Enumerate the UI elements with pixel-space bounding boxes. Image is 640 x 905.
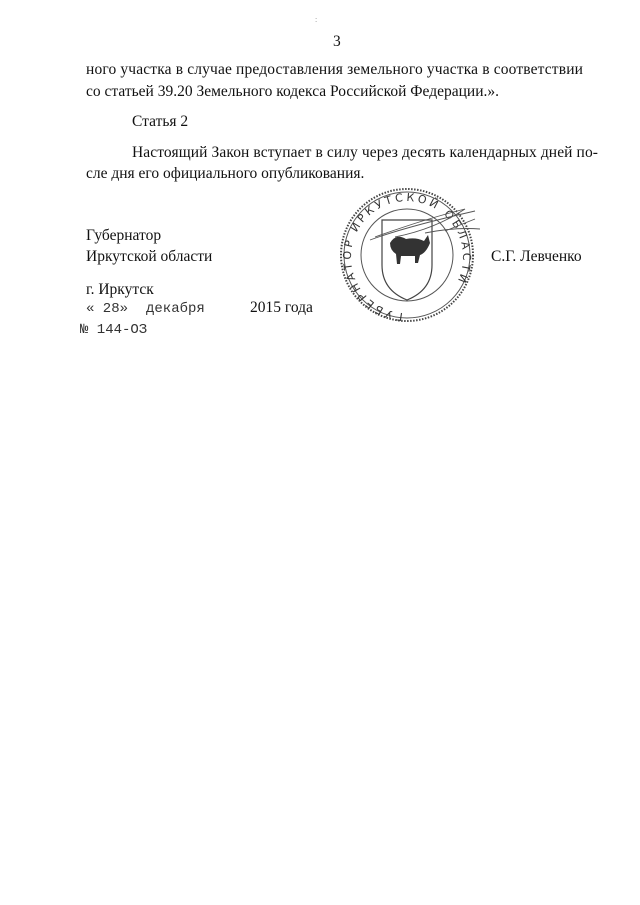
body-line: ного участка в случае предоставления земельного участка в соответствии [86,61,584,78]
scan-speck: : [315,15,318,24]
date-year: 2015 года [250,299,313,316]
body-line: со статьей 39.20 Земельного кодекса Российской Федерации.». [86,83,499,100]
article-heading: Статья 2 [132,113,189,130]
place: г. Иркутск [86,281,154,298]
body-line: Настоящий Закон вступает в силу через десять календарных дней по- [132,144,599,161]
date-day: « 28» [86,301,129,317]
seal-text: ГУБЕРНАТОР ИРКУТСКОЙ ОБЛАСТИ [340,190,474,324]
law-number: № 144-ОЗ [80,322,148,338]
signature-scribble [365,205,485,245]
page-number: 3 [333,33,341,50]
signatory-region: Иркутской области [86,248,213,265]
body-line: сле дня его официального опубликования. [86,165,365,182]
signatory-name: С.Г. Левченко [491,248,582,265]
date-month: декабря [146,301,205,317]
signatory-title: Губернатор [86,227,162,244]
